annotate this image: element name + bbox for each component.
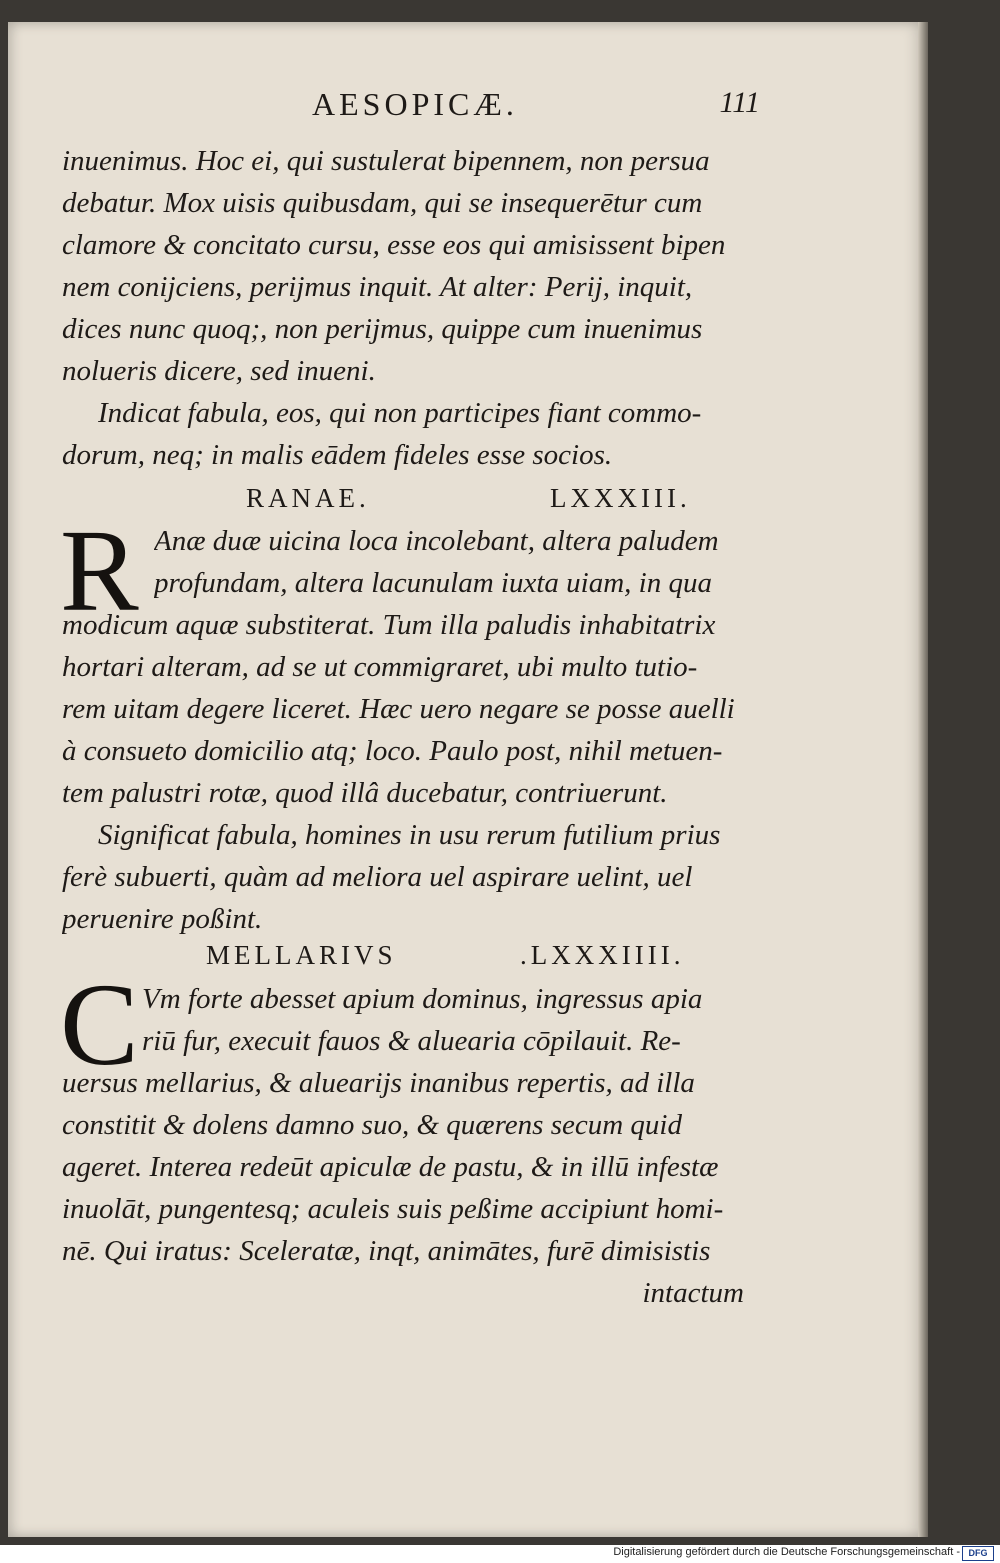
- funding-notice: Digitalisierung gefördert durch die Deutsche Forschungsgemeinschaft -: [613, 1546, 960, 1558]
- page-number: 111: [719, 86, 760, 119]
- page-edge-shadow: [918, 22, 928, 1537]
- text-line: constitit & dolens damno suo, & quærens secum quid: [62, 1109, 682, 1141]
- text-line: Anæ duæ uicina loca incolebant, altera paludem: [154, 525, 719, 557]
- fable-84-number: .LXXXIIII.: [520, 940, 685, 970]
- fable-83-number: LXXXIII.: [550, 483, 691, 513]
- text-line: tem palustri rotæ, quod illâ ducebatur, contriuerunt.: [62, 777, 668, 809]
- text-line: hortari alteram, ad se ut commigraret, ubi multo tutio-: [62, 651, 698, 683]
- text-line: riū fur, execuit fauos & aluearia cōpilauit. Re-: [142, 1025, 681, 1057]
- text-line: dices nunc quoq;, non perijmus, quippe cum inuenimus: [62, 313, 703, 345]
- text-line: debatur. Mox uisis quibusdam, qui se insequerētur cum: [62, 187, 703, 219]
- moral-line: Significat fabula, homines in usu rerum futilium prius: [98, 819, 721, 851]
- text-line: rem uitam degere liceret. Hæc uero negare se posse auelli: [62, 693, 735, 725]
- dropcap-r: R: [60, 505, 139, 636]
- text-line: modicum aquæ substiterat. Tum illa paludis inhabitatrix: [62, 609, 716, 641]
- moral-line: Indicat fabula, eos, qui non participes fiant commo-: [98, 397, 702, 429]
- text-line: à consueto domicilio atq; loco. Paulo post, nihil metuen-: [62, 735, 723, 767]
- moral-line: dorum, neq; in malis eādem fideles esse socios.: [62, 439, 613, 471]
- text-line: nē. Qui iratus: Sceleratæ, inqt, animātes, furē dimisistis: [62, 1235, 711, 1267]
- moral-line: peruenire poßint.: [62, 903, 263, 935]
- text-line: clamore & concitato cursu, esse eos qui amisissent bipen: [62, 229, 726, 261]
- running-header: [300, 86, 760, 126]
- text-line: nolueris dicere, sed inueni.: [62, 355, 376, 387]
- text-line: nem conijciens, perijmus inquit. At alter: Perij, inquit,: [62, 271, 693, 303]
- text-line: Vm forte abesset apium dominus, ingressus apia: [142, 983, 703, 1015]
- text-line: uersus mellarius, & aluearijs inanibus repertis, ad illa: [62, 1067, 695, 1099]
- dfg-logo-icon: DFG: [962, 1546, 994, 1561]
- text-line: inuenimus. Hoc ei, qui sustulerat bipennem, non persua: [62, 145, 710, 177]
- running-title: AESOPICÆ.: [312, 86, 518, 122]
- catchword: intactum: [642, 1277, 744, 1309]
- text-line: profundam, altera lacunulam iuxta uiam, in qua: [154, 567, 712, 599]
- text-line: inuolāt, pungentesq; aculeis suis peßime accipiunt homi-: [62, 1193, 724, 1225]
- fable-84-title: MELLARIVS: [206, 940, 397, 970]
- fable-83-title: RANAE.: [246, 483, 370, 513]
- dropcap-c: C: [60, 959, 139, 1090]
- moral-line: ferè subuerti, quàm ad meliora uel aspirare uelint, uel: [62, 861, 693, 893]
- text-line: ageret. Interea redeūt apiculæ de pastu, & in illū infestæ: [62, 1151, 719, 1183]
